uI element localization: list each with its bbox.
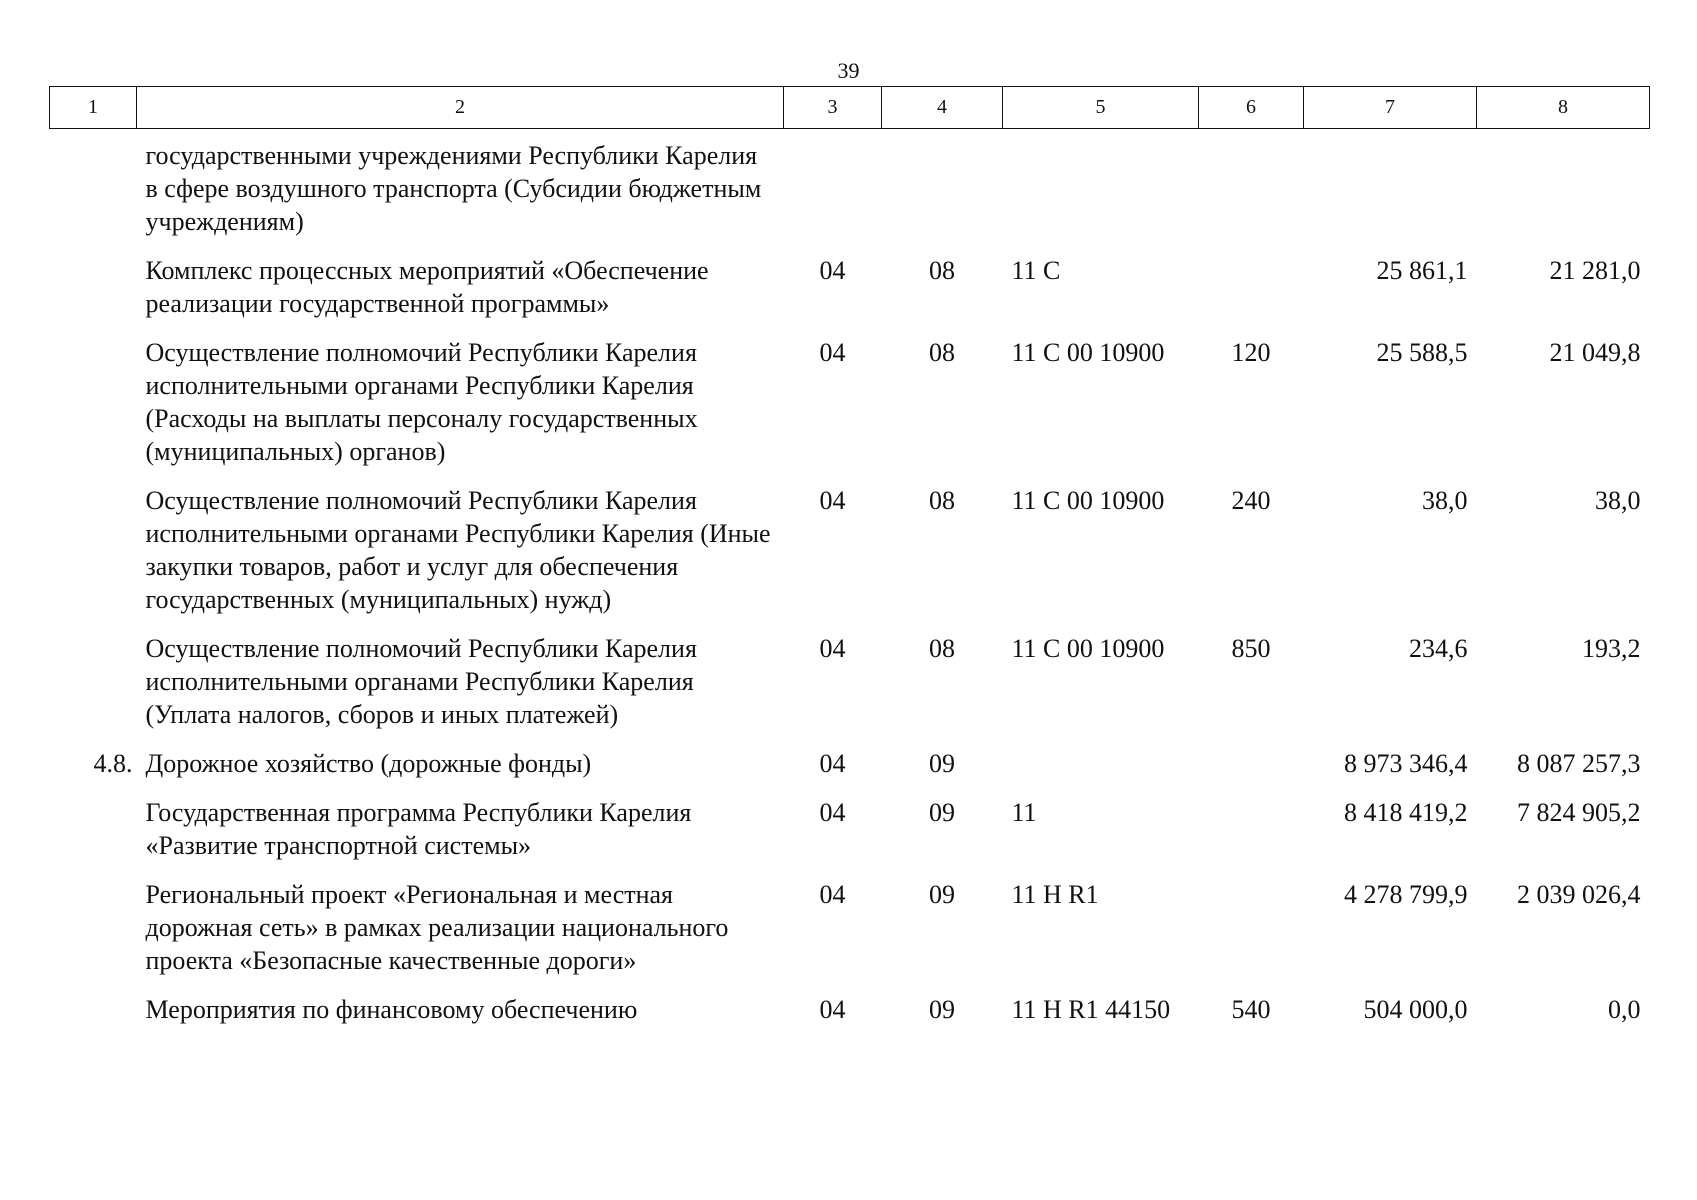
amount-col-7: 25 861,1	[1376, 256, 1468, 285]
amount-col-8: 193,2	[1582, 634, 1641, 663]
row-name: Осуществление полномочий Республики Карелия исполнительными органами Республики Карелия (Иные закупки товаров, работ и услуг для обеспечения государственных (муниципальных) нужд)	[145, 486, 771, 614]
subsection-code: 08	[929, 634, 955, 663]
page-number: 39	[837, 58, 860, 83]
header-col-7: 7	[1304, 87, 1477, 129]
table-row	[50, 632, 1650, 747]
row-index	[50, 796, 137, 878]
amount-col-7: 38,0	[1422, 486, 1468, 515]
table-row	[50, 129, 1650, 255]
section-code: 04	[819, 749, 846, 778]
amount-col-7: 504 000,0	[1363, 995, 1468, 1024]
subsection-code: 09	[929, 798, 955, 827]
amount-col-8: 21 281,0	[1549, 256, 1641, 285]
table-row	[50, 878, 1650, 993]
table-row	[50, 254, 1650, 336]
section-code	[784, 129, 882, 255]
amount-col-8: 21 049,8	[1549, 338, 1641, 367]
expense-type-code: 120	[1231, 338, 1271, 367]
target-article-code: 11 Н R1 44150	[1011, 995, 1171, 1024]
expense-type-code	[1199, 129, 1304, 255]
amount-col-8: 8 087 257,3	[1517, 749, 1641, 778]
row-index: 4.8.	[93, 749, 133, 778]
row-index	[50, 336, 137, 484]
target-article-code: 11 С 00 10900	[1011, 634, 1165, 663]
expense-type-code	[1199, 747, 1304, 796]
table-header	[50, 87, 1650, 129]
expense-type-code	[1199, 796, 1304, 878]
amount-col-7: 25 588,5	[1376, 338, 1468, 367]
section-code: 04	[819, 486, 846, 515]
amount-col-7	[1304, 129, 1477, 255]
row-name: Осуществление полномочий Республики Карелия исполнительными органами Республики Карелия (Уплата налогов, сборов и иных платежей)	[145, 634, 697, 729]
table-row	[50, 336, 1650, 484]
row-name: Государственная программа Республики Карелия «Развитие транспортной системы»	[145, 798, 692, 860]
header-col-2: 2	[137, 87, 784, 129]
header-col-8: 8	[1477, 87, 1650, 129]
target-article-code: 11 С	[1011, 256, 1061, 285]
row-name: Мероприятия по финансовому обеспечению	[145, 995, 638, 1024]
table-row	[50, 747, 1650, 796]
amount-col-7: 8 418 419,2	[1344, 798, 1468, 827]
row-index	[50, 254, 137, 336]
header-col-6: 6	[1199, 87, 1304, 129]
header-col-1: 1	[50, 87, 137, 129]
amount-col-8: 0,0	[1608, 995, 1641, 1024]
row-index	[50, 632, 137, 747]
target-article-code: 11 Н R1	[1011, 880, 1099, 909]
section-code: 04	[819, 634, 846, 663]
subsection-code: 09	[929, 880, 955, 909]
subsection-code: 08	[929, 486, 955, 515]
budget-table	[49, 86, 1650, 1042]
table-row	[50, 484, 1650, 632]
row-index	[50, 878, 137, 993]
section-code: 04	[819, 256, 846, 285]
expense-type-code: 540	[1231, 995, 1271, 1024]
target-article-code	[1003, 129, 1199, 255]
row-name: государственными учреждениями Республики Карелия в сфере воздушного транспорта (Субсидии бюджетным учреждениям)	[145, 141, 762, 236]
table-row	[50, 796, 1650, 878]
amount-col-8: 38,0	[1595, 486, 1641, 515]
expense-type-code	[1199, 254, 1304, 336]
subsection-code: 08	[929, 338, 955, 367]
header-col-4: 4	[882, 87, 1003, 129]
subsection-code: 09	[929, 995, 955, 1024]
target-article-code: 11 С 00 10900	[1011, 486, 1165, 515]
row-name: Дорожное хозяйство (дорожные фонды)	[145, 749, 592, 778]
expense-type-code: 850	[1231, 634, 1271, 663]
row-index	[50, 993, 137, 1042]
amount-col-7: 8 973 346,4	[1344, 749, 1468, 778]
subsection-code	[882, 129, 1003, 255]
row-index	[50, 484, 137, 632]
amount-col-8: 7 824 905,2	[1517, 798, 1641, 827]
section-code: 04	[819, 995, 846, 1024]
subsection-code: 08	[929, 256, 955, 285]
header-row	[50, 87, 1650, 129]
section-code: 04	[819, 798, 846, 827]
target-article-code	[1003, 747, 1199, 796]
section-code: 04	[819, 338, 846, 367]
amount-col-8: 2 039 026,4	[1517, 880, 1641, 909]
target-article-code: 11	[1011, 798, 1037, 827]
row-name: Комплекс процессных мероприятий «Обеспечение реализации государственной программы»	[145, 256, 709, 318]
row-name: Региональный проект «Региональная и местная дорожная сеть» в рамках реализации национального проекта «Безопасные качественные дороги»	[145, 880, 729, 975]
target-article-code: 11 С 00 10900	[1011, 338, 1165, 367]
expense-type-code	[1199, 878, 1304, 993]
amount-col-7: 4 278 799,9	[1344, 880, 1468, 909]
row-index	[50, 129, 137, 255]
header-col-3: 3	[784, 87, 882, 129]
row-name: Осуществление полномочий Республики Карелия исполнительными органами Республики Карелия (Расходы на выплаты персоналу государственных (муниципальных) органов)	[145, 338, 698, 466]
table-body	[50, 129, 1650, 1043]
amount-col-8	[1477, 129, 1650, 255]
table-row	[50, 993, 1650, 1042]
amount-col-7: 234,6	[1409, 634, 1468, 663]
header-col-5: 5	[1003, 87, 1199, 129]
section-code: 04	[819, 880, 846, 909]
subsection-code: 09	[929, 749, 955, 778]
expense-type-code: 240	[1231, 486, 1271, 515]
